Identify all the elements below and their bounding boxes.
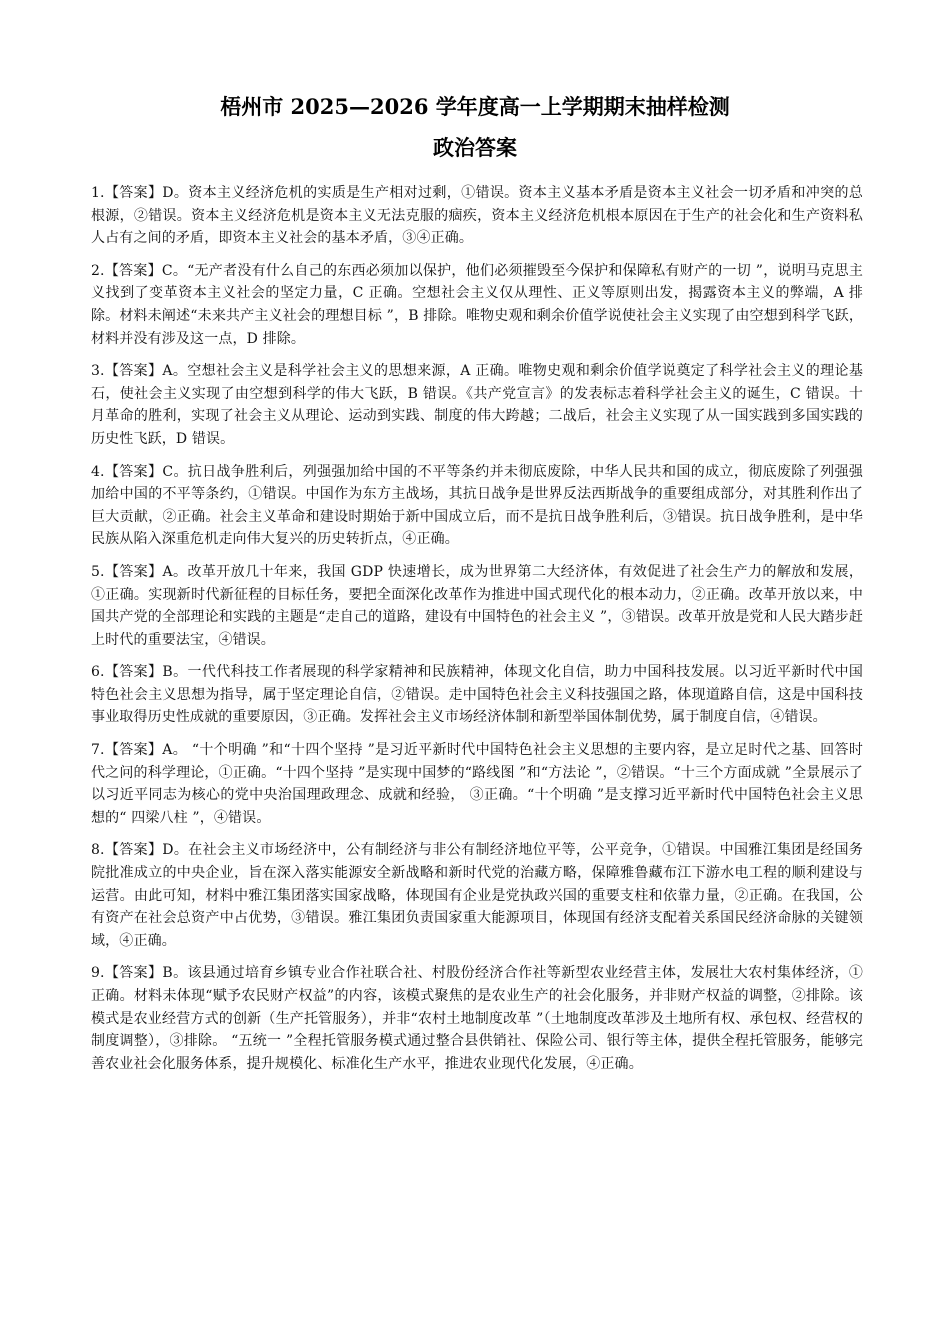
answer-item-5: 5.【答案】A。改革开放几十年来，我国 GDP 快速增长，成为世界第二大经济体，有效促进了社会生产力的解放和发展，①正确。实现新时代新征程的目标任务，要把全面深化改革作为推进中国式现代化的根本动力，②正确。改革开放以来，中国共产党的全部理论和实践的主题是“走自己的道路，建设有中国特色的社会主义 ”，③错误。改革开放是党和人民大踏步赶上时代的重要法宝，④错误。: [91, 563, 863, 648]
answer-item-3: 3.【答案】A。空想社会主义是科学社会主义的思想来源，A 正确。唯物史观和剩余价值学说奠定了科学社会主义的理论基石，使社会主义实现了由空想到科学的伟大飞跃，B 错误。《共产党宣言》的发表标志着科学社会主义的诞生，C 错误。十月革命的胜利，实现了社会主义从理论、运动到实践、制度的伟大跨越；二战后，社会主义实现了从一国实践到多国实践的历史性飞跃，D 错误。: [91, 363, 863, 447]
answer-item-2: 2.【答案】C。“无产者没有什么自己的东西必须加以保护，他们必须摧毁至今保护和保障私有财产的一切 ”，说明马克思主义找到了变革资本主义社会的坚定力量，C 正确。空想社会主义仅从理性、正义等原则出发，揭露资本主义的弊端，A 排除。材料未阐述“未来共产主义社会的理想目标 ”，B 排除。唯物史观和剩余价值学说使社会主义实现了由空想到科学飞跃，材料并没有涉及这一点，D 排除。: [91, 262, 863, 347]
answer-list: [91, 182, 863, 1085]
answer-item-7: 7.【答案】A。 “十个明确 ”和“十四个坚持 ”是习近平新时代中国特色社会主义思想的主要内容，是立足时代之基、回答时代之问的科学理论，①正确。“十四个坚持 ”是实现中国梦的“路线图 ”和“方法论 ”，②错误。“十三个方面成就 ”全景展示了以习近平同志为核心的党中央治国理政理念、成就和经验， ③正确。“十个明确 ”是支撑习近平新时代中国特色社会主义思想的“ 四梁八柱 ”，④错误。: [91, 742, 863, 826]
answer-item-8: 8.【答案】D。在社会主义市场经济中，公有制经济与非公有制经济地位平等，公平竞争，①错误。中国雅江集团是经国务院批准成立的中央企业，旨在深入落实能源安全新战略和新时代党的治藏方略，保障雅鲁藏布江下游水电工程的顺利建设与运营。由此可知，材料中雅江集团落实国家战略，体现国有企业是党执政兴国的重要支柱和依靠力量，②正确。在我国，公有资产在社会总资产中占优势，③错误。雅江集团负责国家重大能源项目，体现国有经济支配着关系国民经济命脉的关键领域，④正确。: [91, 842, 863, 949]
answer-item-6: 6.【答案】B。一代代科技工作者展现的科学家精神和民族精神，体现文化自信，助力中国科技发展。以习近平新时代中国特色社会主义思想为指导，属于坚定理论自信，②错误。走中国特色社会主义科技强国之路，体现道路自信，这是中国科技事业取得历史性成就的重要原因，③正确。发挥社会主义市场经济体制和新型举国体制优势，属于制度自信，④错误。: [91, 664, 863, 726]
answer-item-4: 4.【答案】C。抗日战争胜利后，列强强加给中国的不平等条约并未彻底废除，中华人民共和国的成立，彻底废除了列强强加给中国的不平等条约，①错误。中国作为东方主战场，其抗日战争是世界反法西斯战争的重要组成部分，对其胜利作出了巨大贡献，②正确。社会主义革命和建设时期始于新中国成立后，而不是抗日战争胜利后，③错误。抗日战争胜利，是中华民族从陷入深重危机走向伟大复兴的历史转折点，④正确。: [91, 463, 863, 548]
page-subtitle: 政治答案: [433, 135, 517, 160]
answer-item-9: 9.【答案】B。该县通过培育乡镇专业合作社联合社、村股份经济合作社等新型农业经营主体，发展壮大农村集体经济，①正确。材料未体现“赋予农民财产权益”的内容，该模式聚焦的是农业生产的社会化服务，并非财产权益的调整，②排除。该模式是农业经营方式的创新（生产托管服务），并非“农村土地制度改革 ”（土地制度改革涉及土地所有权、承包权、经营权的制度调整），③排除。 “五统一 ”全程托管服务模式通过整合县供销社、保险公司、银行等主体，提供全程托管服务，能够完善农业社会化服务体系，提升规模化、标准化生产水平，推进农业现代化发展，④正确。: [91, 965, 863, 1072]
answer-item-1: 1.【答案】D。资本主义经济危机的实质是生产相对过剩，①错误。资本主义基本矛盾是资本主义社会一切矛盾和冲突的总根源，②错误。资本主义经济危机是资本主义无法克服的痼疾，资本主义经济危机根本原因在于生产的社会化和生产资料私人占有之间的矛盾，即资本主义社会的基本矛盾，③④正确。: [91, 185, 863, 247]
page-title: 梧州市 2025—2026 学年度高一上学期期末抽样检测: [220, 94, 730, 119]
